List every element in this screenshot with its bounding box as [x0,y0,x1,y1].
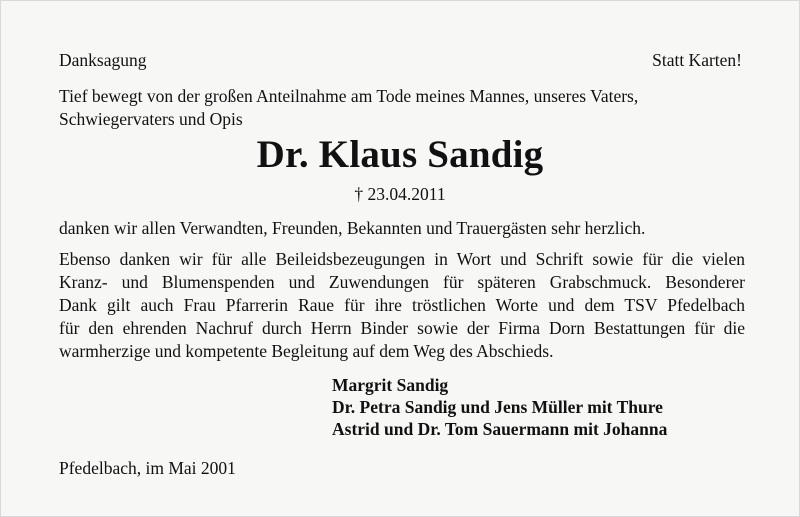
intro-line: Schwiegervaters und Opis [59,109,243,129]
thanks-line: danken wir allen Verwandten, Freunden, Bekannten und Trauergästen sehr herzlich. [59,218,646,238]
heading-label: Danksagung [59,50,147,70]
paragraph-line: Dank gilt auch Frau Pfarrerin Raue für ihre tröstlichen Worte und dem TSV Pfedelbach [59,295,745,315]
death-date: † 23.04.2011 [354,184,446,204]
signature-line: Margrit Sandig [332,375,449,395]
signature-block [332,374,667,440]
intro-line: Tief bewegt von der großen Anteilnahme am Tode meines Mannes, unseres Vaters, [59,86,639,106]
deceased-name: Dr. Klaus Sandig [256,133,544,176]
statt-karten-label: Statt Karten! [652,50,742,70]
paragraph-line: Ebenso danken wir für alle Beileidsbezeugungen in Wort und Schrift sowie für die vielen [59,249,745,269]
paragraph-line: Kranz- und Blumenspenden und Zuwendungen für späteren Grabschmuck. Besonderer [59,272,745,292]
paragraph-line: für den ehrenden Nachruf durch Herrn Binder sowie der Firma Dorn Bestattungen für die [59,318,745,338]
place-date: Pfedelbach, im Mai 2001 [59,458,236,478]
acknowledgement-paragraph [59,248,745,363]
paragraph-line: warmherzige und kompetente Begleitung auf dem Weg des Abschieds. [59,341,554,361]
signature-line: Dr. Petra Sandig und Jens Müller mit Thure [332,397,663,417]
intro-text [59,85,638,131]
signature-line: Astrid und Dr. Tom Sauermann mit Johanna [332,419,668,439]
